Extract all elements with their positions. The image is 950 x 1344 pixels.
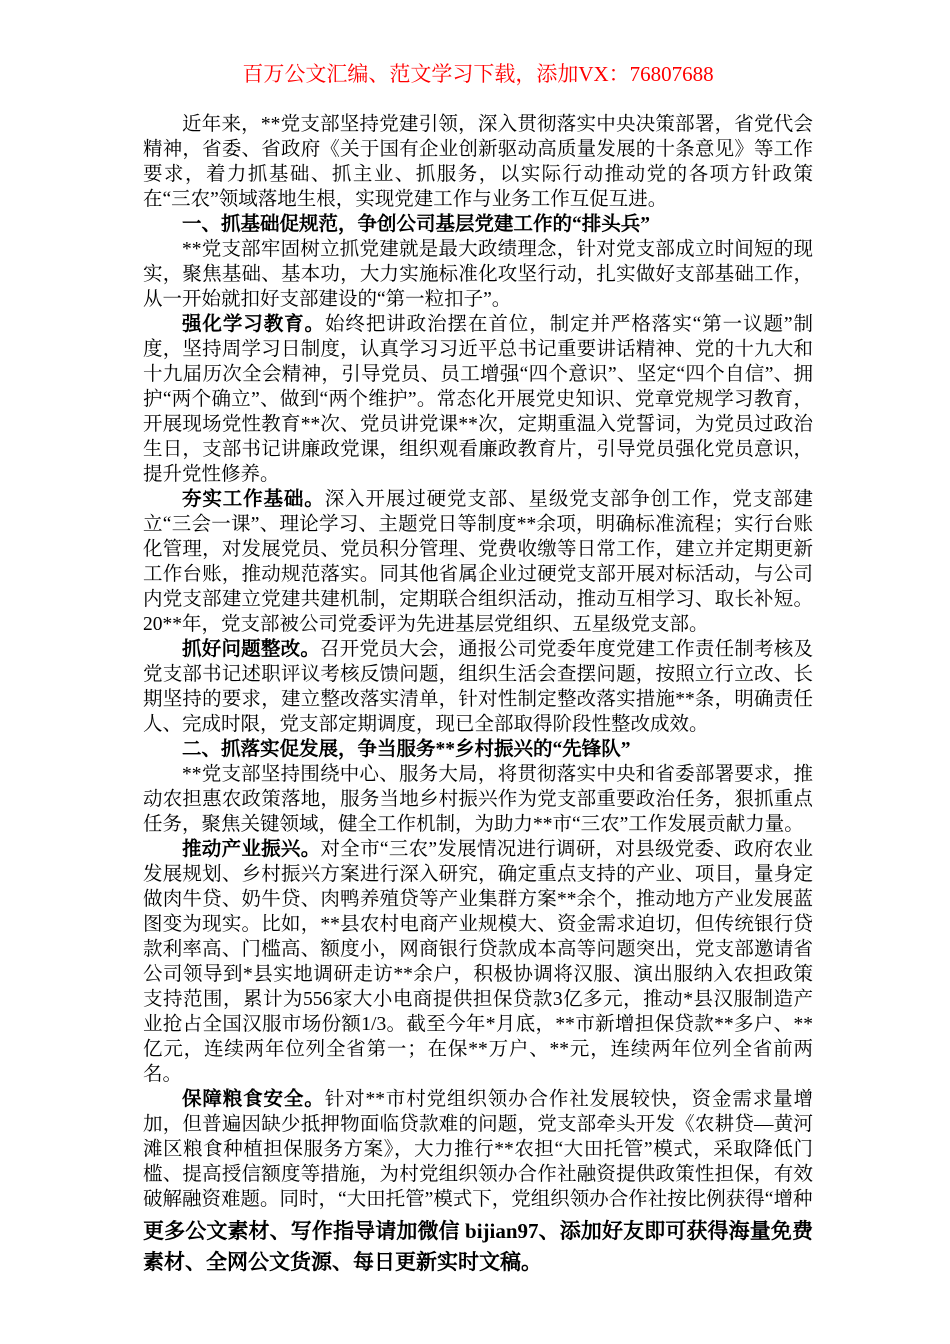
section-heading: 一、抓基础促规范，争创公司基层党建工作的“排头兵” <box>182 214 651 235</box>
paragraph-lead: 保障粮食安全。 <box>182 1089 325 1110</box>
paragraph-lead: 夯实工作基础。 <box>182 489 325 510</box>
body-paragraph: 抓好问题整改。召开党员大会，通报公司党委年度党建工作责任制考核及党支部书记述职评议考核反馈问题，组织生活会查摆问题，按照立行立改、长期坚持的要求，建立整改落实清单，针对性制定整改落实措施**条，明确责任人、完成时限，党支部定期调度，现已全部取得阶段性整改成效。 <box>143 639 813 735</box>
body-paragraph: **党支部牢固树立抓党建就是最大政绩理念，针对党支部成立时间短的现实，聚焦基础、基本功，大力实施标准化攻坚行动，扎实做好支部基础工作，从一开始就扣好支部建设的“第一粒扣子”。 <box>143 239 813 310</box>
body-paragraph: 近年来，**党支部坚持党建引领，深入贯彻落实中央决策部署，省党代会精神，省委、省政府《关于国有企业创新驱动高质量发展的十条意见》等工作要求，着力抓基础、抓主业、抓服务，以实际行动推动党的各项方针政策在“三农”领域落地生根，实现党建工作与业务工作互促互进。 <box>143 114 813 210</box>
paragraph-lead: 强化学习教育。 <box>182 314 325 335</box>
document-body <box>143 112 813 1212</box>
body-paragraph: **党支部坚持围绕中心、服务大局，将贯彻落实中央和省委部署要求，推动农担惠农政策落地，服务当地乡村振兴作为党支部重要政治任务，狠抓重点任务，聚焦关键领域，健全工作机制，为助力**市“三农”工作发展贡献力量。 <box>143 764 813 835</box>
section-heading: 二、抓落实促发展，争当服务**乡村振兴的“先锋队” <box>182 739 631 760</box>
body-paragraph: 保障粮食安全。针对**市村党组织领办合作社发展较快，资金需求量增加，但普遍因缺少抵押物面临贷款难的问题，党支部牵头开发《农耕贷—黄河滩区粮食种植担保服务方案》，大力推行**农担“大田托管”模式，采取降低门槛、提高授信额度等措施，为村党组织领办合作社融资提供政策性担保，有效破解融资难题。同时，“大田托管”模式下，党组织领办合作社按比例获得“增种 <box>143 1089 813 1210</box>
paragraph-lead: 推动产业振兴。 <box>182 839 321 860</box>
body-paragraph: 夯实工作基础。深入开展过硬党支部、星级党支部争创工作，党支部建立“三会一课”、理论学习、主题党日等制度**余项，明确标准流程；实行台账化管理，对发展党员、党员积分管理、党费收缴等日常工作，建立并定期更新工作台账，推动规范落实。同其他省属企业过硬党支部开展对标活动，与公司内党支部建立党建共建机制，定期联合组织活动，推动互相学习、取长补短。20**年，党支部被公司党委评为先进基层党组织、五星级党支部。 <box>143 489 813 635</box>
body-paragraph: 强化学习教育。始终把讲政治摆在首位，制定并严格落实“第一议题”制度，坚持周学习日制度，认真学习习近平总书记重要讲话精神、党的十九大和十九届历次全会精神，引导党员、员工增强“四个意识”、坚定“四个自信”、拥护“两个确立”、做到“两个维护”。常态化开展党史知识、党章党规学习教育，开展现场党性教育**次、党员讲党课**次，定期重温入党誓词，为党员过政治生日，支部书记讲廉政党课，组织观看廉政教育片，引导党员强化党员意识，提升党性修养。 <box>143 314 813 485</box>
bottom-promo-notice: 更多公文素材、写作指导请加微信 bijian97、添加好友即可获得海量免费素材、全网公文货源、每日更新实时文稿。 <box>143 1219 813 1274</box>
body-paragraph: 推动产业振兴。对全市“三农”发展情况进行调研，对县级党委、政府农业发展规划、乡村振兴方案进行深入研究，确定重点支持的产业、项目，量身定做肉牛贷、奶牛贷、肉鸭养殖贷等产业集群方案**余个，推动地方产业发展蓝图变为现实。比如，**县农村电商产业规模大、资金需求迫切，但传统银行贷款利率高、门槛高、额度小，网商银行贷款成本高等问题突出，党支部邀请省公司领导到*县实地调研走访**余户，积极协调将汉服、演出服纳入农担政策支持范围，累计为556家大小电商提供担保贷款3亿多元，推动*县汉服制造产业抢占全国汉服市场份额1/3。截至今年*月底，**市新增担保贷款**多户、**亿元，连续两年位列全省第一；在保**万户、**元，连续两年位列全省前两名。 <box>143 839 813 1085</box>
top-promo-notice: 百万公文汇编、范文学习下载，添加VX：76807688 <box>242 62 714 86</box>
paragraph-lead: 抓好问题整改。 <box>182 639 321 660</box>
